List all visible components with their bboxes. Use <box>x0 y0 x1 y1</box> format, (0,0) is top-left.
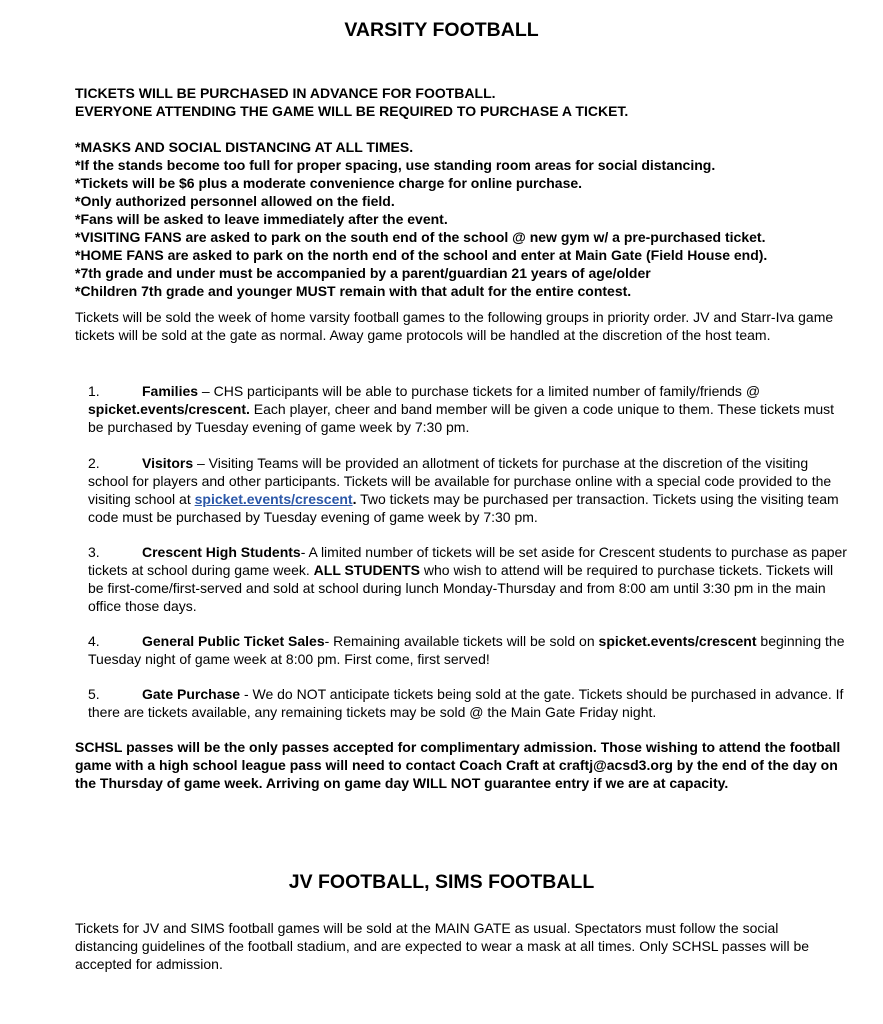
group-text: - We do NOT anticipate tickets being sold at the gate. Tickets should be purchased in advance. If there are tickets available, any remaining tickets may be sold @ the Main Gate Friday night. <box>88 686 844 720</box>
rule-item: *7th grade and under must be accompanied by a parent/guardian 21 years of age/older <box>75 265 651 281</box>
ticket-url: spicket.events/crescent <box>598 633 757 649</box>
rule-item: *Only authorized personnel allowed on the field. <box>75 193 395 209</box>
group-item-visitors <box>88 454 848 526</box>
rule-item: *Tickets will be $6 plus a moderate convenience charge for online purchase. <box>75 175 583 191</box>
schsl-pass-notice: SCHSL passes will be the only passes accepted for complimentary admission. Those wishing to attend the football game with a high school league pass will need to contact Coach Craft at craftj@acsd3.org by the end of the day on the Thursday of game week. Arriving on game day WILL NOT guarantee entry if we are at capacity. <box>75 739 841 791</box>
item-number: 4. <box>88 633 100 649</box>
group-item-families <box>88 382 848 436</box>
all-students-emphasis: ALL STUDENTS <box>313 562 420 578</box>
group-item-gate-purchase <box>88 685 848 721</box>
group-text: – Visiting Teams will be provided an allotment of tickets for purchase at the discretion of the visiting school for players and other participants. Tickets will be available for purchase online with a special code provided to the visiting school at <box>88 455 832 507</box>
rule-item: *MASKS AND SOCIAL DISTANCING AT ALL TIMES. <box>75 139 414 155</box>
group-text: - Remaining available tickets will be sold on <box>324 633 599 649</box>
rule-item: *Fans will be asked to leave immediately after the event. <box>75 211 448 227</box>
jv-sims-info: Tickets for JV and SIMS football games will be sold at the MAIN GATE as usual. Spectators must follow the social distancing guidelines of the football stadium, and are expected to wear a mask at all times. Only SCHSL passes will be accepted for admission. <box>75 920 810 972</box>
group-name: Crescent High Students <box>142 544 301 560</box>
varsity-football-title: VARSITY FOOTBALL <box>344 19 539 41</box>
link-period: . <box>352 491 357 507</box>
group-text: beginning the Tuesday night of game week at 8:00 pm. First come, first served! <box>88 633 845 667</box>
item-number: 1. <box>88 383 100 399</box>
group-text: who wish to attend will be required to purchase tickets. Tickets will be first-come/first-served and sold at school during lunch Monday-Thursday and from 8:00 am until 3:30 pm in the main office those days. <box>88 562 834 614</box>
rule-item: *If the stands become too full for proper spacing, use standing room areas for social distancing. <box>75 157 716 173</box>
group-item-students <box>88 543 848 615</box>
visitor-ticket-link[interactable]: spicket.events/crescent <box>194 491 353 507</box>
advance-purchase-notice <box>75 84 845 120</box>
item-number: 2. <box>88 455 100 471</box>
group-name: Gate Purchase <box>142 686 241 702</box>
notice-line: TICKETS WILL BE PURCHASED IN ADVANCE FOR FOOTBALL. <box>75 85 496 101</box>
jv-sims-football-title: JV FOOTBALL, SIMS FOOTBALL <box>288 871 595 893</box>
group-text: Two tickets may be purchased per transaction. Tickets using the visiting team code must be purchased by Tuesday evening of game week by 7:30 pm. <box>88 491 839 525</box>
rule-item: *VISITING FANS are asked to park on the south end of the school @ new gym w/ a pre-purchased ticket. <box>75 229 766 245</box>
item-number: 3. <box>88 544 100 560</box>
group-text: - A limited number of tickets will be set aside for Crescent students to purchase as paper tickets at school during game week. <box>88 544 847 578</box>
rule-item: *Children 7th grade and younger MUST remain with that adult for the entire contest. <box>75 283 632 299</box>
rule-item: *HOME FANS are asked to park on the north end of the school and enter at Main Gate (Field House end). <box>75 247 768 263</box>
group-name: Families <box>142 383 199 399</box>
group-name: Visitors <box>142 455 194 471</box>
ticket-url: spicket.events/crescent. <box>88 401 250 417</box>
notice-line: EVERYONE ATTENDING THE GAME WILL BE REQUIRED TO PURCHASE A TICKET. <box>75 103 629 119</box>
group-text: – CHS participants will be able to purchase tickets for a limited number of family/friends @ <box>198 383 761 399</box>
group-item-general-public <box>88 632 848 668</box>
group-name: General Public Ticket Sales <box>142 633 325 649</box>
group-text: Each player, cheer and band member will be given a code unique to them. These tickets must be purchased by Tuesday evening of game week by 7:30 pm. <box>88 401 835 435</box>
priority-intro: Tickets will be sold the week of home varsity football games to the following groups in priority order. JV and Starr-Iva game tickets will be sold at the gate as normal. Away game protocols will be handled at the discretion of the host team. <box>75 309 834 343</box>
rules-list <box>75 138 845 300</box>
item-number: 5. <box>88 686 100 702</box>
